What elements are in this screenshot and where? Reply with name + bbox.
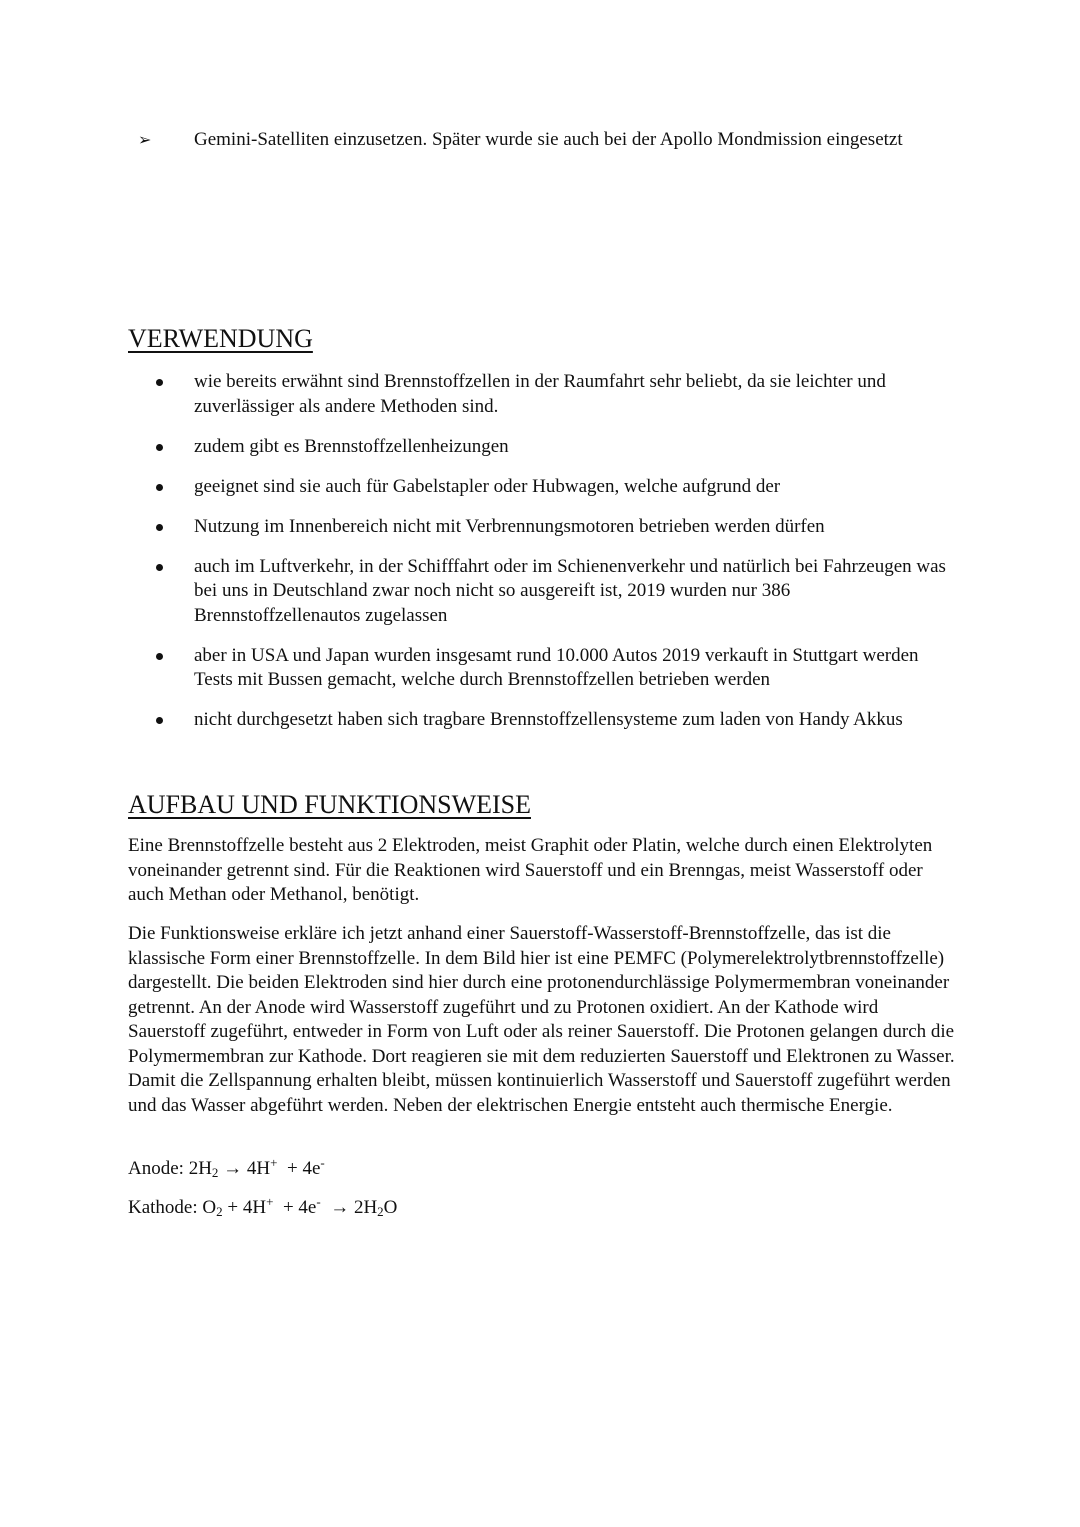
list-item bbox=[150, 555, 960, 629]
arrow-bullet-icon: ➢ bbox=[138, 130, 152, 149]
bullet-icon bbox=[150, 475, 194, 500]
bullet-icon bbox=[150, 435, 194, 460]
eq-superscript: - bbox=[316, 1194, 321, 1209]
list-item-text: nicht durchgesetzt haben sich tragbare Brennstoffzellensysteme zum laden von Handy Akkus bbox=[194, 709, 903, 730]
paragraph-aufbau: Eine Brennstoffzelle besteht aus 2 Elektroden, meist Graphit oder Platin, welche durch einen Elektrolyten voneinander getrennt sind. Für die Reaktionen wird Sauerstoff und ein Brenngas, meist Wasserstoff oder auch Methan oder Methanol, benötigt. bbox=[128, 835, 933, 905]
section-heading-aufbau: AUFBAU UND FUNKTIONSWEISE bbox=[128, 790, 531, 819]
eq-superscript: - bbox=[320, 1155, 325, 1170]
list-item bbox=[150, 370, 960, 419]
eq-term: 2H bbox=[353, 1197, 378, 1218]
eq-term: 2H bbox=[188, 1158, 212, 1179]
eq-term: 4e bbox=[302, 1158, 321, 1179]
bullet-icon bbox=[150, 370, 194, 395]
eq-term: O bbox=[202, 1197, 217, 1218]
list-item-text: geeignet sind sie auch für Gabelstapler oder Hubwagen, welche aufgrund der bbox=[194, 475, 781, 497]
list-item bbox=[150, 515, 960, 540]
list-item bbox=[150, 435, 960, 460]
eq-term: 4e bbox=[298, 1197, 317, 1218]
eq-term: 4H bbox=[242, 1197, 267, 1218]
list-item-text: auch im Luftverkehr, in der Schifffahrt oder im Schienenverkehr und natürlich bei Fahrzeugen was bei uns in Deutschland zwar noch nicht so ausgereift ist, 2019 wurden nur 386 Brennstoffzellenautos zugelassen bbox=[194, 555, 946, 626]
equation-label: Anode: bbox=[128, 1158, 184, 1179]
verwendung-list bbox=[150, 370, 960, 748]
bullet-icon bbox=[150, 515, 194, 540]
eq-operator: + bbox=[287, 1158, 298, 1179]
list-item-text: Nutzung im Innenbereich nicht mit Verbrennungsmotoren betrieben werden dürfen bbox=[194, 515, 825, 537]
reaction-arrow: → bbox=[223, 1158, 243, 1179]
eq-operator: + bbox=[282, 1197, 294, 1218]
equation-kathode bbox=[128, 1196, 958, 1221]
equation-anode bbox=[128, 1157, 958, 1182]
list-item bbox=[150, 475, 960, 500]
intro-arrow-item bbox=[138, 128, 978, 153]
reaction-arrow: → bbox=[330, 1197, 350, 1218]
paragraph-funktionsweise: Die Funktionsweise erkläre ich jetzt anhand einer Sauerstoff-Wasserstoff-Brennstoffzelle, das ist die klassische Form einer Brennstoffzelle. In dem Bild hier ist eine PEMFC (Polymerelektrolytbrennstoffzelle) dargestellt. Die beiden Elektroden sind hier durch eine protonendurchlässige Polymermembran voneinander getrennt. An der Anode wird Wasserstoff zugeführt und zu Protonen oxidiert. An der Kathode wird Sauerstoff zugeführt, entweder in Form von Luft oder als reiner Sauerstoff. Die Protonen gelangen durch die Polymermembran zur Kathode. Dort reagieren sie mit dem reduzierten Sauerstoff und Elektronen zu Wasser. Damit die Zellspannung erhalten bleibt, müssen kontinuierlich Wasserstoff und Sauerstoff zugeführt werden und das Wasser abgeführt werden. Neben der elektrischen Energie entsteht auch thermische Energie. bbox=[128, 923, 955, 1116]
bullet-icon bbox=[150, 708, 194, 733]
list-item-text: zudem gibt es Brennstoffzellenheizungen bbox=[194, 435, 509, 457]
eq-subscript: 2 bbox=[216, 1204, 223, 1219]
list-item-text: aber in USA und Japan wurden insgesamt rund 10.000 Autos 2019 verkauft in Stuttgart werden Tests mit Bussen gemacht, welche durch Brennstoffzellen betrieben werden bbox=[194, 644, 919, 690]
eq-term: O bbox=[383, 1197, 398, 1218]
eq-term: 4H bbox=[246, 1158, 271, 1179]
eq-superscript: + bbox=[270, 1155, 278, 1170]
list-item bbox=[150, 708, 960, 733]
eq-operator: + bbox=[227, 1197, 239, 1218]
equation-label: Kathode: bbox=[128, 1197, 198, 1218]
bullet-icon bbox=[150, 644, 194, 669]
list-item bbox=[150, 644, 960, 693]
eq-subscript: 2 bbox=[211, 1165, 219, 1180]
list-item-text: wie bereits erwähnt sind Brennstoffzellen in der Raumfahrt sehr beliebt, da sie leichter und zuverlässiger als andere Methoden sind. bbox=[194, 371, 886, 417]
section-heading-verwendung: VERWENDUNG bbox=[128, 324, 313, 353]
intro-text: Gemini-Satelliten einzusetzen. Später wurde sie auch bei der Apollo Mondmission eingesetzt bbox=[194, 129, 903, 150]
eq-subscript: 2 bbox=[377, 1204, 384, 1219]
bullet-icon bbox=[150, 555, 194, 580]
eq-superscript: + bbox=[266, 1194, 274, 1209]
